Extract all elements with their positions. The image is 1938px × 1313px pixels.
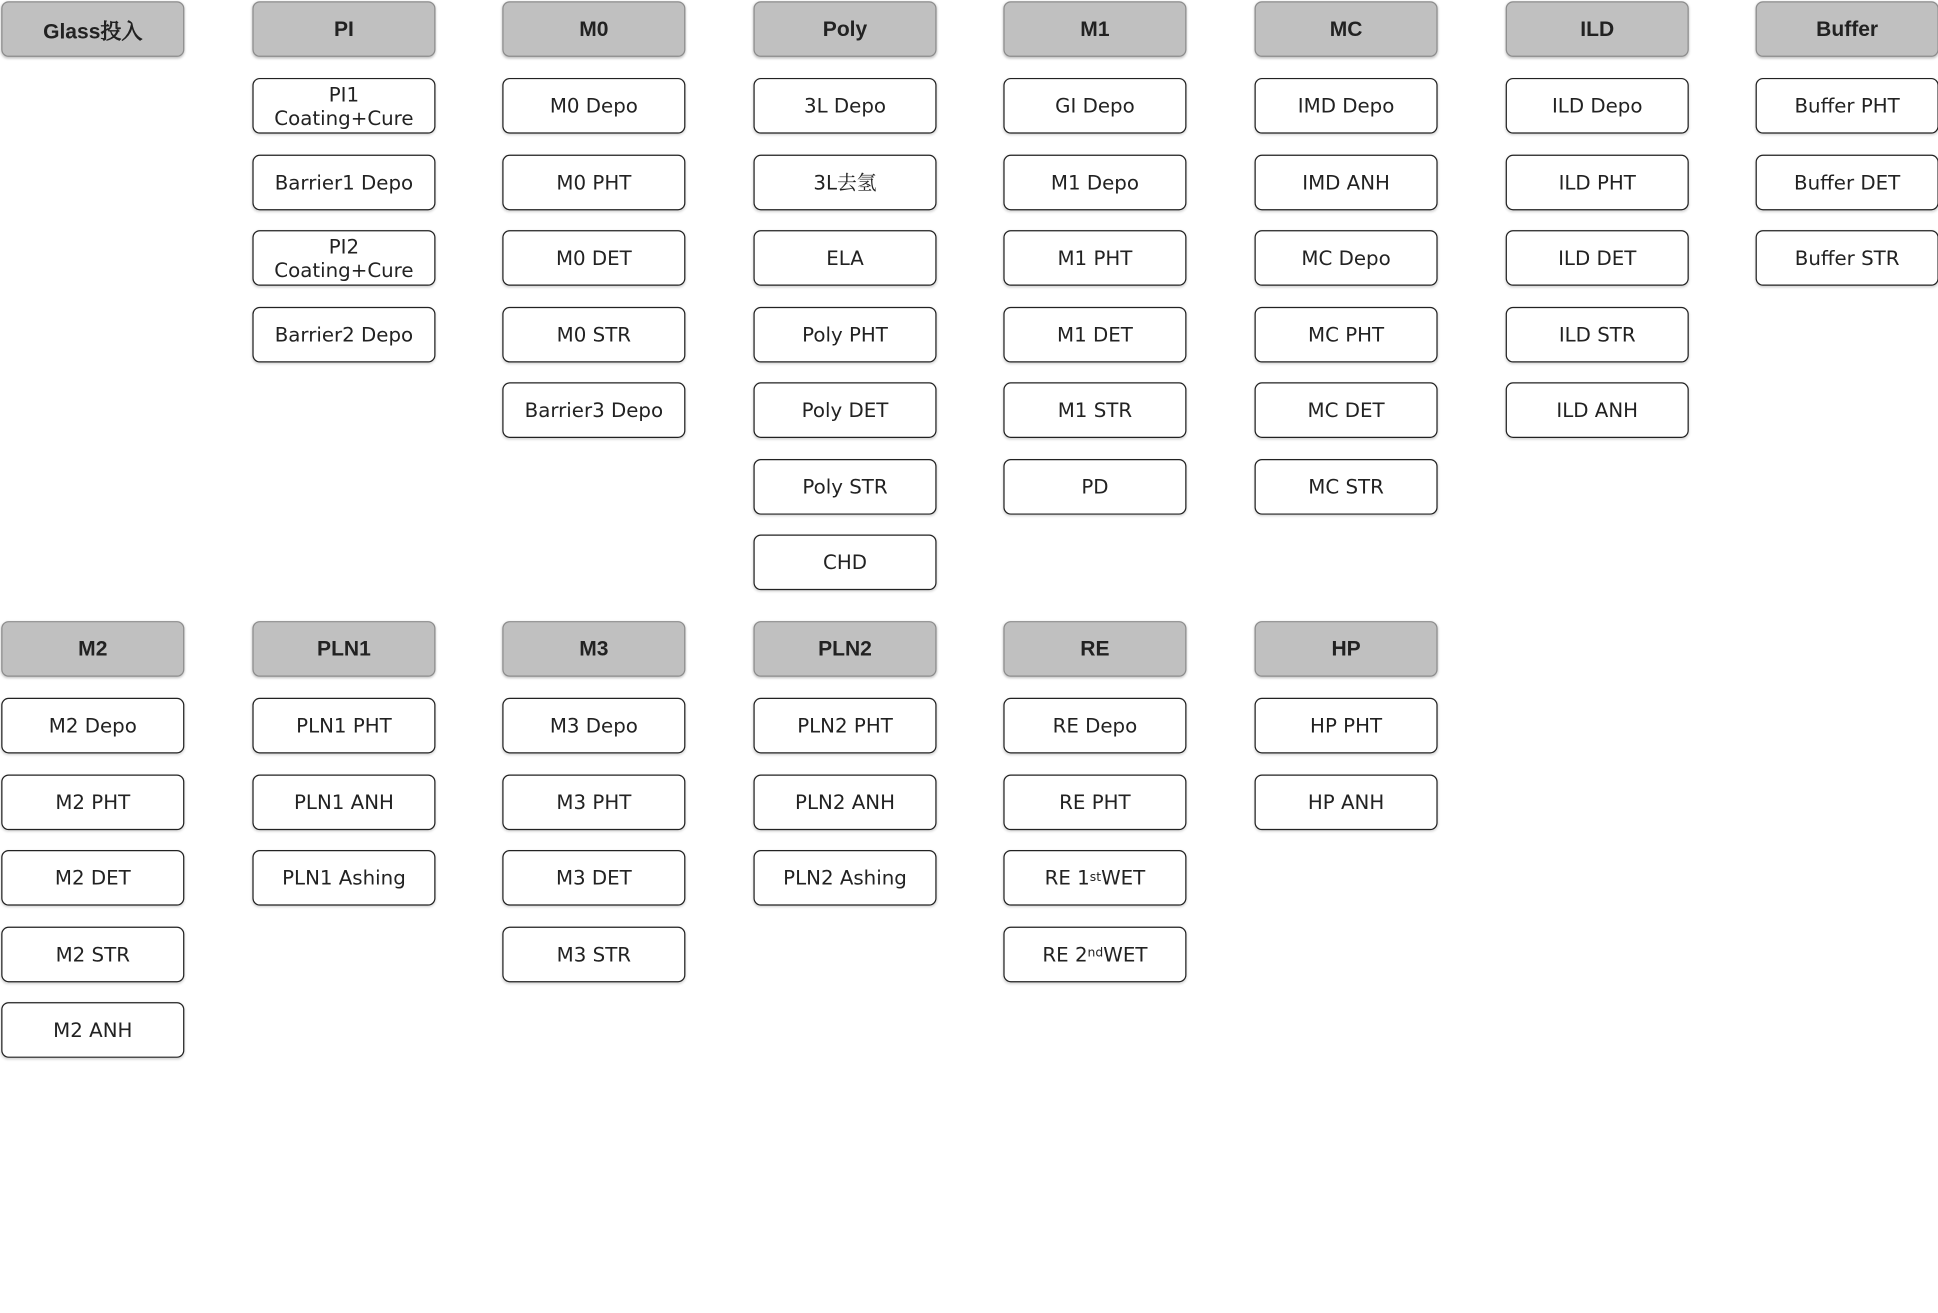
process-step: ELA	[753, 230, 936, 286]
stage-header: PI	[252, 1, 435, 57]
process-step: M1 DET	[1003, 306, 1186, 362]
process-step: M3 Depo	[502, 698, 685, 754]
process-step: Buffer PHT	[1756, 78, 1938, 134]
stage-header: M0	[502, 1, 685, 57]
stage-header: HP	[1255, 621, 1438, 677]
process-step: M2 ANH	[1, 1002, 184, 1058]
process-step: PLN2 PHT	[753, 698, 936, 754]
stage-header: M3	[502, 621, 685, 677]
process-step: IMD Depo	[1255, 78, 1438, 134]
stage-header: Poly	[753, 1, 936, 57]
process-step: 3L Depo	[753, 78, 936, 134]
process-step: HP PHT	[1255, 698, 1438, 754]
process-step: M1 Depo	[1003, 154, 1186, 210]
stage-header: PLN2	[753, 621, 936, 677]
process-step: MC STR	[1255, 458, 1438, 514]
stage-header: MC	[1255, 1, 1438, 57]
process-step: CHD	[753, 534, 936, 590]
process-step: Poly DET	[753, 382, 936, 438]
process-step: HP ANH	[1255, 774, 1438, 830]
process-step: RE 2 nd WET	[1003, 926, 1186, 982]
process-step: MC PHT	[1255, 306, 1438, 362]
process-step: MC Depo	[1255, 230, 1438, 286]
process-step: IMD ANH	[1255, 154, 1438, 210]
process-step: M2 PHT	[1, 774, 184, 830]
process-step: M2 STR	[1, 926, 184, 982]
process-step: M2 Depo	[1, 698, 184, 754]
process-step: M3 STR	[502, 926, 685, 982]
stage-header: Glass投入	[1, 1, 184, 57]
process-step: PD	[1003, 458, 1186, 514]
process-step: ILD Depo	[1506, 78, 1689, 134]
process-step: PLN2 ANH	[753, 774, 936, 830]
process-step: M0 DET	[502, 230, 685, 286]
process-step: PI1 Coating+Cure	[252, 78, 435, 134]
process-step: ILD STR	[1506, 306, 1689, 362]
process-step: PLN2 Ashing	[753, 850, 936, 906]
process-step: M1 PHT	[1003, 230, 1186, 286]
stage-header: M1	[1003, 1, 1186, 57]
process-step: 3L去氢	[753, 154, 936, 210]
process-step: RE PHT	[1003, 774, 1186, 830]
process-step: ILD PHT	[1506, 154, 1689, 210]
process-step: Barrier2 Depo	[252, 306, 435, 362]
process-step: M3 DET	[502, 850, 685, 906]
stage-header: Buffer	[1756, 1, 1938, 57]
process-step: GI Depo	[1003, 78, 1186, 134]
process-step: ILD DET	[1506, 230, 1689, 286]
process-step: RE Depo	[1003, 698, 1186, 754]
process-step: Buffer STR	[1756, 230, 1938, 286]
stage-header: M2	[1, 621, 184, 677]
process-step: RE 1 st WET	[1003, 850, 1186, 906]
process-step: M0 PHT	[502, 154, 685, 210]
process-step: Barrier1 Depo	[252, 154, 435, 210]
process-step: M3 PHT	[502, 774, 685, 830]
process-step: M2 DET	[1, 850, 184, 906]
process-step: PLN1 PHT	[252, 698, 435, 754]
process-step: PI2 Coating+Cure	[252, 230, 435, 286]
process-step: M0 STR	[502, 306, 685, 362]
process-step: M0 Depo	[502, 78, 685, 134]
stage-header: PLN1	[252, 621, 435, 677]
process-step: MC DET	[1255, 382, 1438, 438]
process-step: Poly PHT	[753, 306, 936, 362]
process-step: M1 STR	[1003, 382, 1186, 438]
stage-header: RE	[1003, 621, 1186, 677]
stage-header: ILD	[1506, 1, 1689, 57]
process-step: Barrier3 Depo	[502, 382, 685, 438]
process-step: Buffer DET	[1756, 154, 1938, 210]
process-step: ILD ANH	[1506, 382, 1689, 438]
process-step: PLN1 Ashing	[252, 850, 435, 906]
process-step: Poly STR	[753, 458, 936, 514]
process-step: PLN1 ANH	[252, 774, 435, 830]
